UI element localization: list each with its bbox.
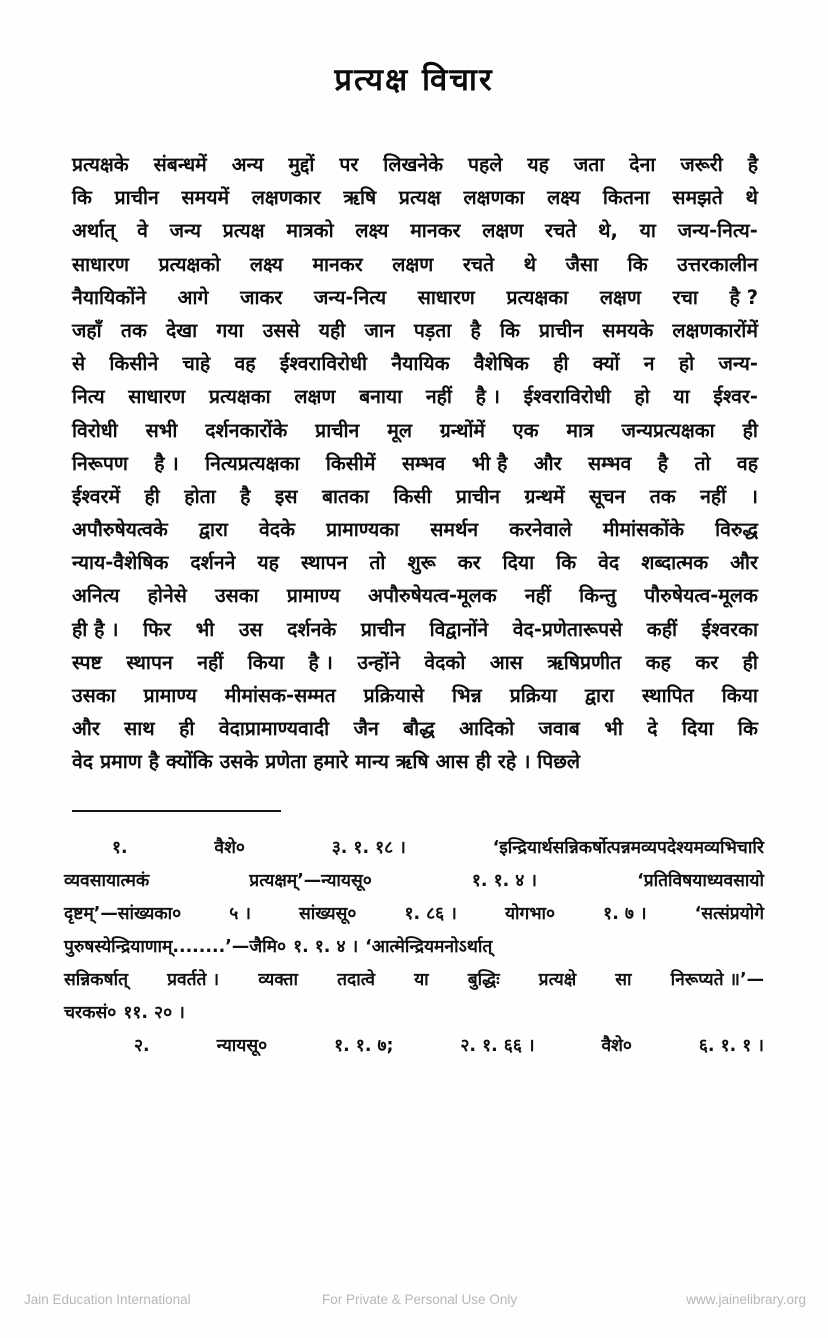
footnote-word: दृष्टम्’—सांख्यका० bbox=[64, 904, 182, 924]
body-word: न्याय-वैशेषिक bbox=[72, 551, 169, 575]
body-word: है ? bbox=[729, 285, 758, 309]
footnote-separator-rule bbox=[72, 810, 281, 812]
footnote-word: १. ७ । bbox=[603, 904, 647, 924]
body-word: मात्रको bbox=[286, 219, 334, 243]
body-word: पहले bbox=[467, 153, 503, 176]
body-word: रचा bbox=[672, 285, 698, 309]
body-word: उससे bbox=[262, 318, 300, 342]
body-word: जरूरी bbox=[680, 153, 723, 176]
footnote-word: बुद्धिः bbox=[467, 970, 500, 990]
body-word: जन्यप्रत्यक्षका bbox=[621, 418, 715, 442]
footnote-word: १. १. ४ । bbox=[471, 871, 537, 891]
body-word: पर bbox=[339, 153, 359, 176]
body-word: वह bbox=[234, 352, 256, 376]
body-word: और bbox=[72, 717, 100, 741]
body-word: से bbox=[72, 352, 86, 376]
body-word: ही bbox=[475, 750, 491, 774]
body-word: लक्षण bbox=[392, 252, 434, 276]
body-word: जहाँ bbox=[72, 318, 102, 342]
body-word: उसका bbox=[215, 584, 259, 608]
body-word: जान bbox=[364, 318, 395, 342]
footnote-word: वैशे० bbox=[214, 838, 245, 858]
body-word: हमारे bbox=[313, 750, 349, 774]
body-word: उसका bbox=[72, 684, 116, 707]
body-word: क्योंकि bbox=[166, 750, 213, 774]
body-text-line bbox=[72, 148, 758, 181]
body-word: संबन्धमें bbox=[153, 153, 207, 176]
body-text-line bbox=[72, 181, 758, 214]
body-word: वेद bbox=[598, 551, 620, 575]
footnote-word: प्रत्यक्षे bbox=[538, 970, 577, 990]
body-word: सभी bbox=[145, 418, 178, 442]
body-word: ग्रन्थमें bbox=[524, 484, 565, 508]
footnote-word: निरूप्यते ॥’— bbox=[670, 970, 764, 990]
body-word: प्रमाण bbox=[100, 750, 142, 774]
body-word: या bbox=[639, 219, 656, 243]
body-word: बातका bbox=[321, 484, 369, 508]
body-word: है bbox=[148, 750, 160, 774]
body-word: जता bbox=[573, 153, 605, 176]
footnote-word: सांख्यसू० bbox=[299, 904, 357, 924]
body-word: ही bbox=[742, 650, 758, 674]
body-text-line bbox=[72, 447, 758, 480]
footnote-line bbox=[64, 1030, 764, 1063]
body-word: आस bbox=[435, 750, 469, 774]
body-word: पौरुषेयत्व-मूलक bbox=[644, 584, 758, 608]
body-word: पड़ता bbox=[413, 318, 452, 342]
body-word: है । bbox=[154, 451, 179, 475]
body-word: उस bbox=[238, 617, 263, 641]
body-word: उत्तरकालीन bbox=[677, 252, 758, 276]
body-word: भी है bbox=[471, 451, 508, 475]
body-word: प्रत्यक्षका bbox=[208, 385, 271, 409]
body-word: चाहे bbox=[182, 352, 211, 376]
body-word: मुद्दों bbox=[288, 153, 315, 176]
body-word: मानकर bbox=[312, 252, 363, 276]
footnote-word: ‘इन्द्रियार्थसन्निकर्षोत्पन्नमव्यपदेश्यमव्यभिचारि bbox=[492, 838, 764, 858]
body-word: दर्शनके bbox=[287, 617, 337, 641]
body-word: प्रत्यक्ष bbox=[222, 219, 265, 243]
body-word: दे bbox=[647, 717, 658, 741]
body-word: प्राचीन bbox=[360, 617, 406, 641]
body-word: साधारण bbox=[417, 285, 475, 309]
body-word: या bbox=[673, 385, 690, 409]
footnote-line bbox=[64, 931, 764, 964]
footnote-word: ६. १. १ । bbox=[698, 1036, 764, 1056]
body-word: रचते bbox=[545, 219, 577, 243]
body-word: कि bbox=[737, 717, 758, 741]
body-word: अपौरुषेयत्व-मूलक bbox=[368, 584, 497, 608]
body-text-line bbox=[72, 679, 758, 712]
body-word: प्रणेता bbox=[265, 750, 307, 774]
body-word: नहीं bbox=[524, 584, 551, 608]
body-word: ईश्वरमें bbox=[72, 484, 121, 508]
body-word: प्रामाण्य bbox=[286, 584, 340, 608]
body-word: ही bbox=[144, 484, 160, 508]
body-word: तो bbox=[694, 451, 711, 475]
body-word: किया bbox=[721, 684, 758, 707]
body-word: किन्तु bbox=[579, 584, 617, 608]
footnote-word: प्रत्यक्षम्’—न्यायसू० bbox=[249, 871, 372, 891]
body-word: दर्शनने bbox=[190, 551, 236, 575]
body-word: भी bbox=[195, 617, 215, 641]
footnote-word: चरकसं० bbox=[64, 1003, 117, 1023]
body-word: द्वारा bbox=[584, 684, 615, 707]
body-word: गया bbox=[216, 318, 244, 342]
body-word: एक bbox=[512, 418, 539, 442]
footnote-word: २. १. ६६ । bbox=[460, 1036, 535, 1056]
body-word: लक्षणका bbox=[463, 186, 525, 210]
body-word: है bbox=[240, 484, 251, 508]
body-word: देखा bbox=[166, 318, 198, 342]
body-word: न bbox=[643, 352, 655, 376]
footnote-word: प्रवर्तते । bbox=[167, 970, 220, 990]
body-word: मान्य bbox=[355, 750, 389, 774]
body-word: होता bbox=[184, 484, 216, 508]
body-word: नैयायिकोंने bbox=[72, 285, 146, 309]
body-word: किया bbox=[247, 650, 284, 674]
body-word: वेद bbox=[72, 750, 94, 774]
footnote-word: २. bbox=[134, 1036, 150, 1056]
body-paragraph bbox=[72, 148, 758, 779]
body-word: अर्थात् bbox=[72, 219, 116, 243]
body-word: वेद-प्रणेतारूपसे bbox=[512, 617, 623, 641]
body-word: प्रत्यक्ष bbox=[398, 186, 441, 210]
body-text-line bbox=[72, 214, 758, 247]
body-word: कितना bbox=[602, 186, 650, 210]
body-word: फिर bbox=[143, 617, 171, 641]
body-word: कहीं bbox=[646, 617, 678, 641]
body-word: अपौरुषेयत्वके bbox=[72, 518, 168, 542]
body-word: वैशेषिक bbox=[473, 352, 529, 376]
body-word: प्राचीन bbox=[114, 186, 159, 210]
footnote-word: व्यक्ता bbox=[258, 970, 298, 990]
footnote-word: ‘सत्संप्रयोगे bbox=[694, 904, 764, 924]
body-word: आस bbox=[489, 650, 523, 674]
body-word: नित्यप्रत्यक्षका bbox=[205, 451, 300, 475]
footnote-word: १. १. ४ । bbox=[293, 937, 359, 957]
body-word: यही bbox=[318, 318, 346, 342]
body-text-line bbox=[72, 480, 758, 513]
body-text-line bbox=[72, 281, 758, 314]
footnote-word: पुरुषस्येन्द्रियाणाम्........’—जैमि० bbox=[64, 937, 287, 957]
body-word: बनाया bbox=[359, 385, 403, 409]
body-word: । पिछले bbox=[523, 750, 581, 774]
body-word: लक्षण bbox=[482, 219, 524, 243]
body-word: होनेसे bbox=[147, 584, 187, 608]
body-word: मीमांसकोंके bbox=[602, 518, 684, 542]
body-word: वह bbox=[736, 451, 758, 475]
body-word: बौद्ध bbox=[403, 717, 435, 741]
body-word: और bbox=[533, 451, 562, 475]
body-word: तक bbox=[120, 318, 147, 342]
body-word: और bbox=[730, 551, 758, 575]
body-word: किसी bbox=[393, 484, 432, 508]
body-word: भी bbox=[604, 717, 623, 741]
body-word: साधारण bbox=[72, 252, 130, 276]
body-word: प्रामाण्यका bbox=[326, 518, 400, 542]
body-text-line bbox=[72, 248, 758, 281]
footnote-word: या bbox=[414, 970, 429, 990]
body-word: क्यों bbox=[592, 352, 620, 376]
footnote-word: १. १. ७; bbox=[334, 1036, 394, 1056]
body-word: कि bbox=[627, 252, 648, 276]
body-word: साथ bbox=[124, 717, 155, 741]
footnote-line bbox=[64, 865, 764, 898]
body-word: कर bbox=[695, 650, 719, 674]
footnotes-block bbox=[64, 832, 764, 1063]
body-text-line bbox=[72, 513, 758, 546]
body-word: ही bbox=[179, 717, 195, 741]
body-word: मात्र bbox=[566, 418, 594, 442]
body-word: द्वारा bbox=[198, 518, 228, 542]
body-word: लक्षण bbox=[599, 285, 641, 309]
body-word: निरूपण bbox=[72, 451, 128, 475]
body-word: लक्ष्य bbox=[249, 252, 283, 276]
body-word: दर्शनकारोंके bbox=[205, 418, 288, 442]
body-word: रचते bbox=[462, 252, 495, 276]
body-word: प्रामाण्य bbox=[143, 684, 197, 707]
footnote-word: ३. १. १८ । bbox=[331, 838, 406, 858]
footnote-word: व्यवसायात्मकं bbox=[64, 871, 150, 891]
body-text-line bbox=[72, 579, 758, 612]
body-word: किसीने bbox=[109, 352, 159, 376]
body-word: जैन bbox=[353, 717, 379, 741]
body-word: इस bbox=[274, 484, 298, 508]
body-word: वेदके bbox=[259, 518, 296, 542]
body-word: प्रक्रिया bbox=[509, 684, 557, 707]
body-word: ऋषिप्रणीत bbox=[547, 650, 622, 674]
body-word: लक्ष्य bbox=[547, 186, 581, 210]
body-word: शब्दात्मक bbox=[641, 551, 709, 575]
body-text-line bbox=[72, 380, 758, 413]
body-word: किसीमें bbox=[325, 451, 376, 475]
footnote-line bbox=[64, 832, 764, 865]
body-word: विद्वानोंने bbox=[429, 617, 489, 641]
body-word: करनेवाले bbox=[509, 518, 572, 542]
body-word: है bbox=[657, 451, 669, 475]
body-word: है bbox=[470, 318, 481, 342]
body-word: स्पष्ट bbox=[72, 650, 102, 674]
body-word: देना bbox=[629, 153, 656, 176]
body-word: वेदाप्रामाण्यवादी bbox=[218, 717, 330, 741]
body-word: ग्रन्थोंमें bbox=[439, 418, 485, 442]
body-word: ईश्वर- bbox=[713, 385, 758, 409]
body-word: लिखनेके bbox=[383, 153, 443, 176]
body-word: नैयायिक bbox=[391, 352, 450, 376]
body-word: सूचन bbox=[589, 484, 626, 508]
body-text-line bbox=[72, 314, 758, 347]
body-text-line bbox=[72, 613, 758, 646]
body-word: ऋषि bbox=[343, 186, 377, 210]
body-word: थे bbox=[745, 186, 758, 210]
body-word: दिया bbox=[502, 551, 535, 575]
body-word: प्रत्यक्षके bbox=[72, 153, 129, 176]
footnote-word: न्यायसू० bbox=[216, 1036, 268, 1056]
footnote-word: योगभा० bbox=[504, 904, 556, 924]
footnote-word: १. bbox=[112, 838, 128, 858]
footnote-word: ११. २० । bbox=[123, 1003, 185, 1023]
body-word: जाकर bbox=[240, 285, 283, 309]
body-word: ही bbox=[553, 352, 569, 376]
body-word: । bbox=[750, 484, 758, 508]
body-text-line bbox=[72, 646, 758, 679]
body-word: समर्थन bbox=[430, 518, 479, 542]
body-word: प्राचीन bbox=[315, 418, 360, 442]
body-word: उसके bbox=[219, 750, 259, 774]
footer-usage-notice: For Private & Personal Use Only bbox=[322, 1292, 518, 1307]
body-word: तक bbox=[649, 484, 676, 508]
body-word: साधारण bbox=[128, 385, 186, 409]
body-text-line bbox=[72, 712, 758, 745]
body-word: भिन्न bbox=[451, 684, 482, 707]
body-word: कि bbox=[556, 551, 577, 575]
body-word: कह bbox=[645, 650, 671, 674]
body-word: यह bbox=[527, 153, 549, 176]
body-word: आदिको bbox=[459, 717, 515, 741]
body-word: सम्भव bbox=[401, 451, 446, 475]
body-word: प्रत्यक्षको bbox=[158, 252, 221, 276]
body-word: हो bbox=[634, 385, 650, 409]
body-word: कर bbox=[457, 551, 481, 575]
footnote-word: ‘प्रतिविषयाध्यवसायो bbox=[637, 871, 764, 891]
page-footer bbox=[0, 1292, 828, 1316]
footnote-word: १. ८६ । bbox=[404, 904, 457, 924]
footnote-line bbox=[64, 997, 764, 1030]
body-word: है । bbox=[308, 650, 333, 674]
body-word: ईश्वराविरोधी bbox=[279, 352, 368, 376]
body-word: थे bbox=[523, 252, 537, 276]
footnote-word: ५ । bbox=[229, 904, 251, 924]
body-text-line bbox=[72, 347, 758, 380]
body-word: समझते bbox=[672, 186, 723, 210]
body-text-line bbox=[72, 745, 758, 778]
body-word: मीमांसक-सम्मत bbox=[224, 684, 336, 707]
body-word: तो bbox=[369, 551, 386, 575]
body-word: अन्य bbox=[231, 153, 264, 176]
body-word: जैसा bbox=[565, 252, 599, 276]
body-word: ऋषि bbox=[395, 750, 429, 774]
body-word: समयके bbox=[602, 318, 654, 342]
body-word: उन्होंने bbox=[357, 650, 400, 674]
footnote-line bbox=[64, 964, 764, 997]
body-word: ईश्वराविरोधी bbox=[523, 385, 611, 409]
footnote-word: सा bbox=[615, 970, 632, 990]
body-word: प्रक्रियासे bbox=[363, 684, 424, 707]
body-word: विरोधी bbox=[72, 418, 118, 442]
body-word: प्रत्यक्षका bbox=[506, 285, 569, 309]
body-word: स्थापन bbox=[300, 551, 348, 575]
body-word: लक्षणकार bbox=[251, 186, 321, 210]
body-word: शुरू bbox=[407, 551, 436, 575]
body-word: ही bbox=[742, 418, 758, 442]
footnote-word: सन्निकर्षात् bbox=[64, 970, 128, 990]
body-word: मानकर bbox=[410, 219, 461, 243]
body-word: प्राचीन bbox=[455, 484, 501, 508]
body-word: थे, bbox=[598, 219, 618, 243]
footnote-word: वैशे० bbox=[601, 1036, 632, 1056]
body-word: वे bbox=[137, 219, 148, 243]
body-word: प्राचीन bbox=[539, 318, 584, 342]
body-word: नहीं bbox=[197, 650, 224, 674]
footer-organization: Jain Education International bbox=[24, 1292, 191, 1307]
body-text-line bbox=[72, 546, 758, 579]
body-word: सम्भव bbox=[587, 451, 632, 475]
body-word: जन्य- bbox=[718, 352, 758, 376]
body-word: दिया bbox=[681, 717, 714, 741]
body-word: ही है । bbox=[72, 617, 119, 641]
body-word: है । bbox=[475, 385, 500, 409]
body-word: स्थापित bbox=[642, 684, 694, 707]
body-word: नित्य bbox=[72, 385, 105, 409]
body-word: आगे bbox=[177, 285, 209, 309]
body-word: स्थापन bbox=[126, 650, 173, 674]
body-word: कि bbox=[72, 186, 92, 210]
body-word: मूल bbox=[387, 418, 412, 442]
footnote-word: ‘आत्मेन्द्रियमनोऽर्थात् bbox=[365, 937, 493, 957]
body-word: है bbox=[747, 153, 758, 176]
body-word: हो bbox=[678, 352, 695, 376]
body-word: अनित्य bbox=[72, 584, 120, 608]
body-word: जन्य bbox=[169, 219, 201, 243]
body-word: समयमें bbox=[181, 186, 230, 210]
body-word: जन्य-नित्य bbox=[314, 285, 387, 309]
body-word: रहे bbox=[497, 750, 517, 774]
page-title: प्रत्यक्ष विचार bbox=[334, 62, 494, 98]
body-word: लक्षण bbox=[294, 385, 336, 409]
body-word: लक्षणकारोंमें bbox=[672, 318, 758, 342]
body-word: लक्ष्य bbox=[355, 219, 389, 243]
body-word: ईश्वरका bbox=[701, 617, 758, 641]
body-word: जवाब bbox=[538, 717, 580, 741]
body-word: जन्य-नित्य- bbox=[677, 219, 758, 243]
body-word: यह bbox=[257, 551, 279, 575]
footnote-word: तदात्वे bbox=[337, 970, 375, 990]
body-word: विरुद्ध bbox=[715, 518, 758, 542]
body-word: नहीं bbox=[425, 385, 452, 409]
footer-website-link[interactable]: www.jainelibrary.org bbox=[686, 1292, 806, 1307]
body-word: नहीं bbox=[700, 484, 727, 508]
footnote-line bbox=[64, 898, 764, 931]
body-text-line bbox=[72, 414, 758, 447]
body-word: कि bbox=[499, 318, 520, 342]
body-word: वेदको bbox=[424, 650, 466, 674]
